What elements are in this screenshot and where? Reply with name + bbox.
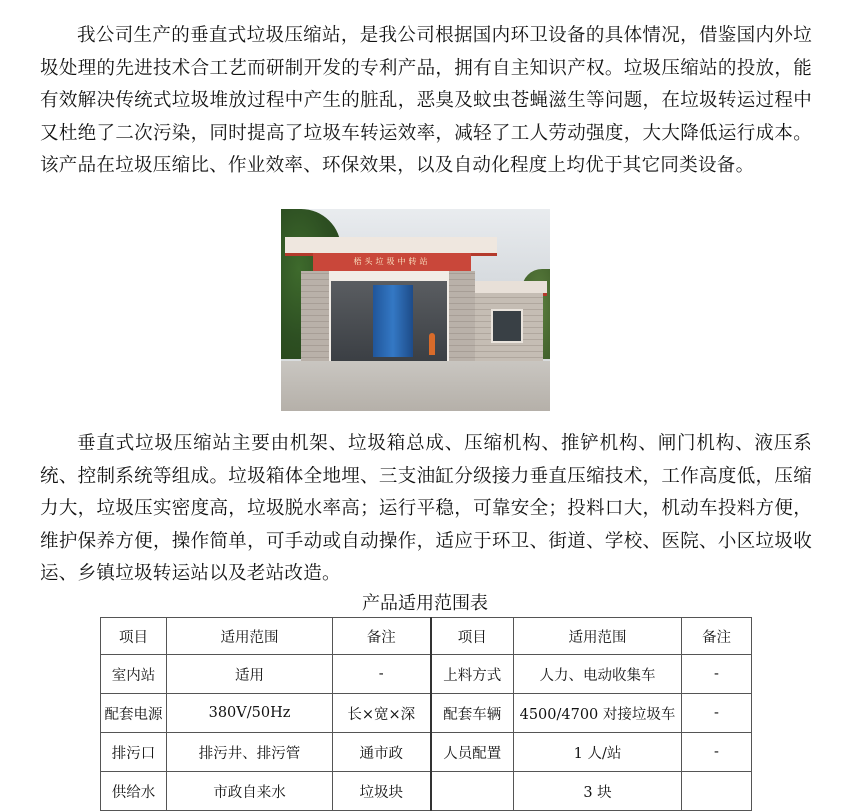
table-cell: 配套车辆: [431, 694, 514, 733]
table-cell: 人员配置: [431, 733, 514, 772]
header-cell: 项目: [431, 618, 514, 655]
table-cell: 适用: [167, 655, 333, 694]
table-cell: -: [682, 694, 752, 733]
table-cell: 供给水: [101, 772, 167, 811]
photo-station-sign: [313, 253, 471, 271]
intro-paragraph: 我公司生产的垂直式垃圾压缩站，是我公司根据国内环卫设备的具体情况，借鉴国内外垃圾处理的先进技术合工艺而研制开发的专利产品，拥有自主知识产权。垃圾压缩站的投放，能有效解决传统式垃圾堆放过程中产生的脏乱，恶臭及蚊虫苍蝇滋生等问题，在垃圾转运过程中又杜绝了二次污染，同时提高了垃圾车转运效率，减轻了工人劳动强度，大大降低运行成本。该产品在垃圾压缩比、作业效率、环保效果，以及自动化程度上均优于其它同类设备。: [40, 25, 812, 176]
transfer-station-photo: [281, 209, 550, 411]
photo-compactor-machine: [373, 285, 413, 357]
table-cell: [431, 772, 514, 811]
table-cell: 配套电源: [101, 694, 167, 733]
photo-brick-pillar-right: [449, 271, 475, 363]
table-cell: 垃圾块: [333, 772, 431, 811]
table-row: [101, 733, 752, 772]
application-scope-table: [100, 617, 752, 811]
photo-window: [491, 309, 523, 343]
header-cell: 备注: [682, 618, 752, 655]
table-header-row: [101, 618, 752, 655]
photo-ground: [281, 361, 550, 411]
table-cell: 通市政: [333, 733, 431, 772]
header-cell: 适用范围: [514, 618, 682, 655]
table-row: [101, 772, 752, 811]
table-cell: -: [682, 733, 752, 772]
photo-worker: [429, 333, 435, 355]
table-cell: 市政自来水: [167, 772, 333, 811]
header-cell: 备注: [333, 618, 431, 655]
table-cell: 人力、电动收集车: [514, 655, 682, 694]
table-cell: -: [682, 655, 752, 694]
table-cell: 1 人/站: [514, 733, 682, 772]
header-cell: 项目: [101, 618, 167, 655]
photo-sign-text: 梧头垃圾中转站: [353, 257, 431, 266]
table-title: 产品适用范围表: [362, 593, 488, 614]
table-cell: 室内站: [101, 655, 167, 694]
table-cell: 上料方式: [431, 655, 514, 694]
table-cell: 排污井、排污管: [167, 733, 333, 772]
table-cell: 4500/4700 对接垃圾车: [514, 694, 682, 733]
table-cell: 3 块: [514, 772, 682, 811]
photo-brick-pillar-left: [301, 271, 329, 363]
table-cell: 长×宽×深: [333, 694, 431, 733]
table-cell: -: [333, 655, 431, 694]
table-cell: 排污口: [101, 733, 167, 772]
table-cell: 380V/50Hz: [167, 694, 333, 733]
header-cell: 适用范围: [167, 618, 333, 655]
table-cell: [682, 772, 752, 811]
table-row: [101, 694, 752, 733]
table-row: [101, 655, 752, 694]
composition-paragraph: 垂直式垃圾压缩站主要由机架、垃圾箱总成、压缩机构、推铲机构、闸门机构、液压系统、控制系统等组成。垃圾箱体全地埋、三支油缸分级接力垂直压缩技术，工作高度低，压缩力大，垃圾压实密度高，垃圾脱水率高；运行平稳，可靠安全；投料口大，机动车投料方便，维护保养方便，操作简单，可手动或自动操作，适应于环卫、街道、学校、医院、小区垃圾收运、乡镇垃圾转运站以及老站改造。: [40, 433, 812, 584]
